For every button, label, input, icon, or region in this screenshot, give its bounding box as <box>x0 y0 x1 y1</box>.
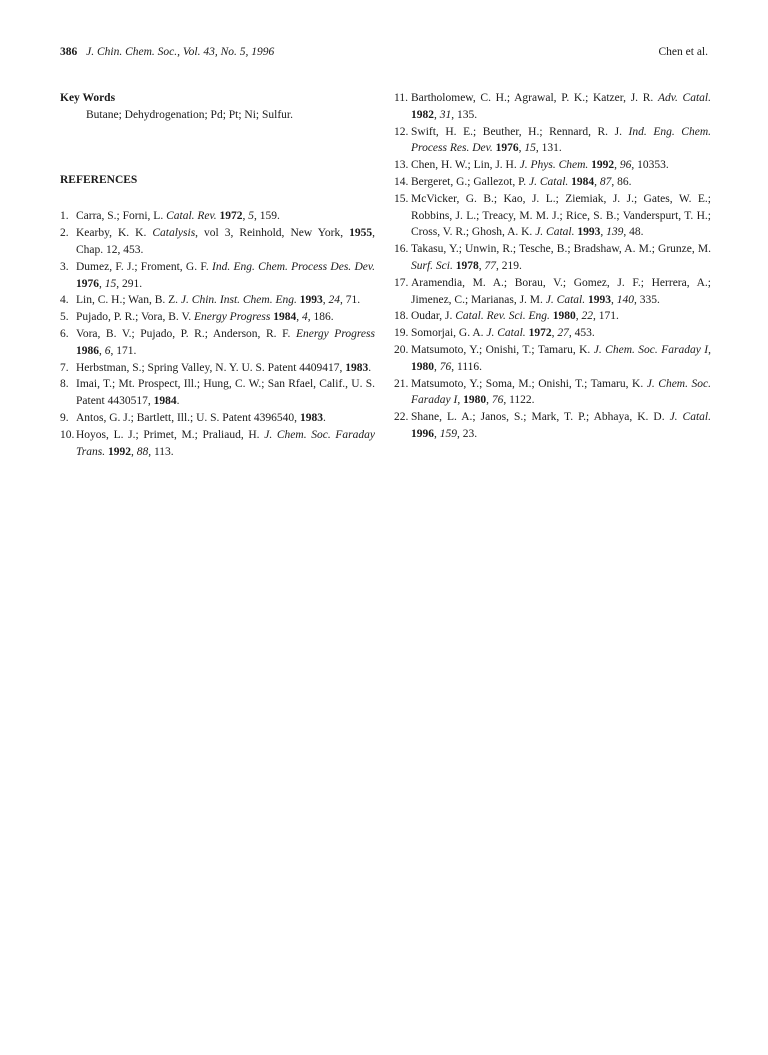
reference-journal: J. Chin. Inst. Chem. Eng. <box>180 294 297 307</box>
reference-text: Vora, B. V.; Pujado, P. R.; Anderson, R. F. <box>76 327 296 340</box>
reference-year: 1972 <box>219 210 243 223</box>
reference-journal: J. Chem. Soc. Faraday Trans. <box>76 428 375 458</box>
reference-journal: J. Catal. <box>535 226 575 239</box>
reference-number: 4. <box>60 294 69 307</box>
reference-journal: 24 <box>328 294 340 307</box>
reference-item <box>394 90 711 124</box>
reference-text: , <box>486 394 492 407</box>
reference-text: Matsumoto, Y.; Soma, M.; Onishi, T.; Tamaru, K. <box>411 377 647 390</box>
reference-journal: J. Catal. <box>669 411 711 424</box>
header-author: Chen et al. <box>658 46 708 58</box>
reference-year: 1992 <box>591 159 615 172</box>
reference-number: 10. <box>60 428 75 441</box>
reference-number: 11. <box>394 92 408 104</box>
reference-item <box>394 325 711 342</box>
reference-text: , 1116. <box>451 360 483 373</box>
reference-text: Chen, H. W.; Lin, J. H. <box>411 159 520 172</box>
reference-text: , Chap. 12, 453. <box>76 227 375 256</box>
reference-text: Imai, T.; Mt. Prospect, Ill.; Hung, C. W.; San Rfael, Calif., U. S. Patent 4430517, <box>76 378 375 408</box>
reference-text: , <box>610 293 617 306</box>
reference-text: Somorjai, G. A. <box>411 327 487 340</box>
reference-number: 21. <box>394 377 409 390</box>
reference-item <box>60 292 375 309</box>
reference-number: 6. <box>60 327 69 340</box>
page-number: 386 <box>60 46 78 58</box>
reference-number: 18. <box>394 310 409 323</box>
reference-text: Herbstman, S.; Spring Valley, N. Y. U. S. Patent 4409417, <box>76 361 346 374</box>
reference-number: 9. <box>60 411 69 424</box>
reference-text: McVicker, G. B.; Kao, J. L.; Ziemiak, J. J.; Gates, W. E.; Robbins, J. L.; Treacy, M. M. J.; Rice, S. B.; Vanderspurt, T. H.; Cross, V. R.; Ghosh, A. K. <box>411 192 711 239</box>
reference-text: Pujado, P. R.; Vora, B. V. <box>76 311 195 324</box>
reference-number: 19. <box>394 327 409 340</box>
reference-text: , <box>457 394 464 407</box>
reference-text: , 171. <box>593 310 619 323</box>
reference-journal: 96 <box>619 159 632 172</box>
reference-number: 12. <box>394 125 409 138</box>
reference-text: , <box>614 159 620 172</box>
reference-text: Aramendia, M. A.; Borau, V.; Gomez, J. F.; Herrera, A.; Jimenez, C.; Marianas, J. M. <box>411 276 711 306</box>
reference-journal: Catal. Rev. <box>166 210 217 223</box>
reference-text: , 10353. <box>631 159 669 172</box>
reference-journal: 31 <box>439 108 452 121</box>
reference-item <box>394 191 711 241</box>
reference-journal: 15 <box>524 142 536 155</box>
reference-journal: J. Chem. Soc. Faraday I <box>593 343 709 356</box>
reference-text: Takasu, Y.; Unwin, R.; Tesche, B.; Bradshaw, A. M.; Grunze, M. <box>411 243 711 256</box>
reference-text: Hoyos, L. J.; Primet, M.; Praliaud, H. <box>76 428 265 441</box>
references-heading: REFERENCES <box>60 173 138 186</box>
reference-text: , 219. <box>495 259 522 272</box>
reference-number: 7. <box>60 361 69 374</box>
reference-item <box>60 410 375 427</box>
reference-text: , 1122. <box>503 394 535 407</box>
reference-number: 17. <box>394 276 409 289</box>
reference-journal: 88 <box>136 445 149 458</box>
reference-text: . <box>368 361 372 374</box>
reference-number: 1. <box>60 210 69 223</box>
reference-text: , <box>600 226 607 239</box>
reference-text: , 335. <box>633 293 660 306</box>
reference-item <box>60 376 375 410</box>
reference-number: 22. <box>394 411 409 424</box>
reference-text: , <box>99 344 105 357</box>
reference-year: 1992 <box>107 445 131 458</box>
reference-text: Dumez, F. J.; Froment, G. F. <box>76 260 213 273</box>
reference-number: 20. <box>394 343 409 356</box>
reference-number: 8. <box>60 378 69 391</box>
reference-text: , <box>434 360 440 373</box>
reference-number: 16. <box>394 243 409 256</box>
reference-number: 3. <box>60 260 69 273</box>
reference-list-right <box>394 90 711 443</box>
reference-item <box>60 208 375 225</box>
reference-journal: 139 <box>606 226 624 239</box>
reference-journal: Adv. Catal. <box>657 92 711 104</box>
reference-text: , <box>575 310 582 323</box>
reference-text: , <box>242 210 249 223</box>
reference-year: 1976 <box>76 277 99 290</box>
reference-number: 14. <box>394 175 409 188</box>
reference-text: Shane, L. A.; Janos, S.; Mark, T. P.; Abhaya, K. D. <box>411 411 670 424</box>
reference-journal: Energy Progress <box>194 311 271 324</box>
reference-text: , 131. <box>535 142 562 155</box>
reference-text: , 23. <box>457 427 478 440</box>
reference-item <box>394 308 711 325</box>
reference-text: Bergeret, G.; Gallezot, P. <box>411 175 529 188</box>
reference-journal: Catalysis <box>152 227 196 240</box>
reference-text: , 159. <box>254 210 280 223</box>
reference-text: , <box>322 294 329 307</box>
reference-text: . <box>176 395 180 408</box>
reference-year: 1955 <box>349 227 373 240</box>
journal-citation: J. Chin. Chem. Soc., Vol. 43, No. 5, 1996 <box>86 46 275 58</box>
reference-journal: 4 <box>301 311 308 324</box>
reference-journal: 5 <box>248 210 255 223</box>
reference-journal: 15 <box>104 277 117 290</box>
reference-text: , <box>478 259 485 272</box>
running-header <box>60 44 708 60</box>
reference-item <box>60 427 375 461</box>
keywords-heading: Key Words <box>60 92 116 104</box>
reference-text: , <box>518 142 525 155</box>
reference-text: . <box>322 411 326 424</box>
reference-year: 1984 <box>273 311 297 324</box>
reference-number: 5. <box>60 311 69 324</box>
reference-year: 1993 <box>299 294 323 307</box>
reference-text: , 291. <box>116 277 143 290</box>
reference-item <box>394 275 711 309</box>
reference-journal: Surf. Sci. <box>411 259 453 272</box>
reference-item <box>60 360 375 377</box>
reference-item <box>394 376 711 410</box>
reference-text: , <box>594 175 600 188</box>
reference-text: , 135. <box>451 108 478 121</box>
right-column <box>394 90 711 443</box>
reference-text: Matsumoto, Y.; Onishi, T.; Tamaru, K. <box>411 343 594 356</box>
reference-year: 1996 <box>411 427 434 440</box>
reference-journal: 76 <box>439 360 452 373</box>
reference-text: , <box>434 427 440 440</box>
reference-item <box>60 225 375 259</box>
keywords-text: Butane; Dehydrogenation; Pd; Pt; Ni; Sulfur. <box>86 108 293 121</box>
reference-text: , 71. <box>340 294 361 307</box>
reference-journal: 22 <box>581 310 594 323</box>
reference-year: 1982 <box>411 108 434 121</box>
reference-year: 1984 <box>571 175 595 188</box>
reference-text: Antos, G. J.; Bartlett, Ill.; U. S. Patent 4396540, <box>76 411 300 424</box>
reference-journal: 76 <box>491 394 504 407</box>
reference-item <box>394 342 711 376</box>
header-left <box>60 44 274 60</box>
reference-journal: J. Catal. <box>545 293 586 306</box>
reference-journal: 159 <box>439 427 457 440</box>
reference-text: Carra, S.; Forni, L. <box>76 210 167 223</box>
reference-journal: 140 <box>616 293 634 306</box>
reference-text: , <box>551 327 558 340</box>
reference-journal: 27 <box>557 327 569 340</box>
reference-journal: J. Phys. Chem. <box>519 159 589 172</box>
reference-item <box>394 174 711 191</box>
reference-text: , <box>99 277 105 290</box>
reference-text: , <box>708 343 711 356</box>
reference-text: , 86. <box>611 175 632 188</box>
reference-journal: Catal. Rev. Sci. Eng. <box>455 310 550 323</box>
reference-year: 1980 <box>411 360 434 373</box>
reference-item <box>394 241 711 275</box>
reference-text: Oudar, J. <box>411 310 456 323</box>
left-column <box>60 90 375 460</box>
reference-item <box>60 309 375 326</box>
reference-journal: Ind. Eng. Chem. Process Res. Dev. <box>411 125 711 155</box>
reference-item <box>394 157 711 174</box>
reference-text: Kearby, K. K. <box>76 227 153 240</box>
reference-year: 1980 <box>552 310 576 323</box>
reference-item <box>60 259 375 293</box>
reference-text: , 113. <box>148 445 174 458</box>
reference-year: 1993 <box>587 293 611 306</box>
reference-year: 1983 <box>299 411 323 424</box>
reference-year: 1980 <box>463 394 487 407</box>
reference-journal: 6 <box>104 344 111 357</box>
reference-text: , vol 3, Reinhold, New York, <box>195 227 350 240</box>
reference-journal: Ind. Eng. Chem. Process Des. Dev. <box>212 260 375 273</box>
reference-number: 2. <box>60 227 69 240</box>
reference-text: Lin, C. H.; Wan, B. Z. <box>76 294 181 307</box>
reference-journal: Energy Progress <box>295 327 375 340</box>
reference-text: , 48. <box>623 226 644 239</box>
reference-text: , 453. <box>568 327 595 340</box>
reference-item <box>394 124 711 158</box>
reference-text: , <box>296 311 302 324</box>
reference-item <box>394 409 711 443</box>
reference-number: 15. <box>394 192 409 205</box>
reference-journal: J. Chem. Soc. Faraday I <box>411 377 711 407</box>
reference-year: 1983 <box>345 361 369 374</box>
reference-journal: J. Catal. <box>528 175 569 188</box>
reference-text: Swift, H. E.; Beuther, H.; Rennard, R. J. <box>411 125 629 138</box>
reference-text: Bartholomew, C. H.; Agrawal, P. K.; Katzer, J. R. <box>411 92 658 104</box>
reference-year: 1972 <box>528 327 552 340</box>
reference-year: 1978 <box>455 259 479 272</box>
reference-text: , 171. <box>110 344 137 357</box>
reference-year: 1986 <box>76 344 99 357</box>
reference-year: 1993 <box>577 226 601 239</box>
reference-item <box>60 326 375 360</box>
reference-number: 13. <box>394 159 409 172</box>
reference-journal: J. Catal. <box>486 327 526 340</box>
reference-year: 1976 <box>495 142 519 155</box>
reference-text: , <box>130 445 137 458</box>
reference-text: , 186. <box>307 311 334 324</box>
reference-year: 1984 <box>153 395 177 408</box>
reference-list-left <box>60 208 375 460</box>
reference-text: , <box>434 108 440 121</box>
reference-journal: 87 <box>599 175 612 188</box>
reference-journal: 77 <box>484 259 496 272</box>
